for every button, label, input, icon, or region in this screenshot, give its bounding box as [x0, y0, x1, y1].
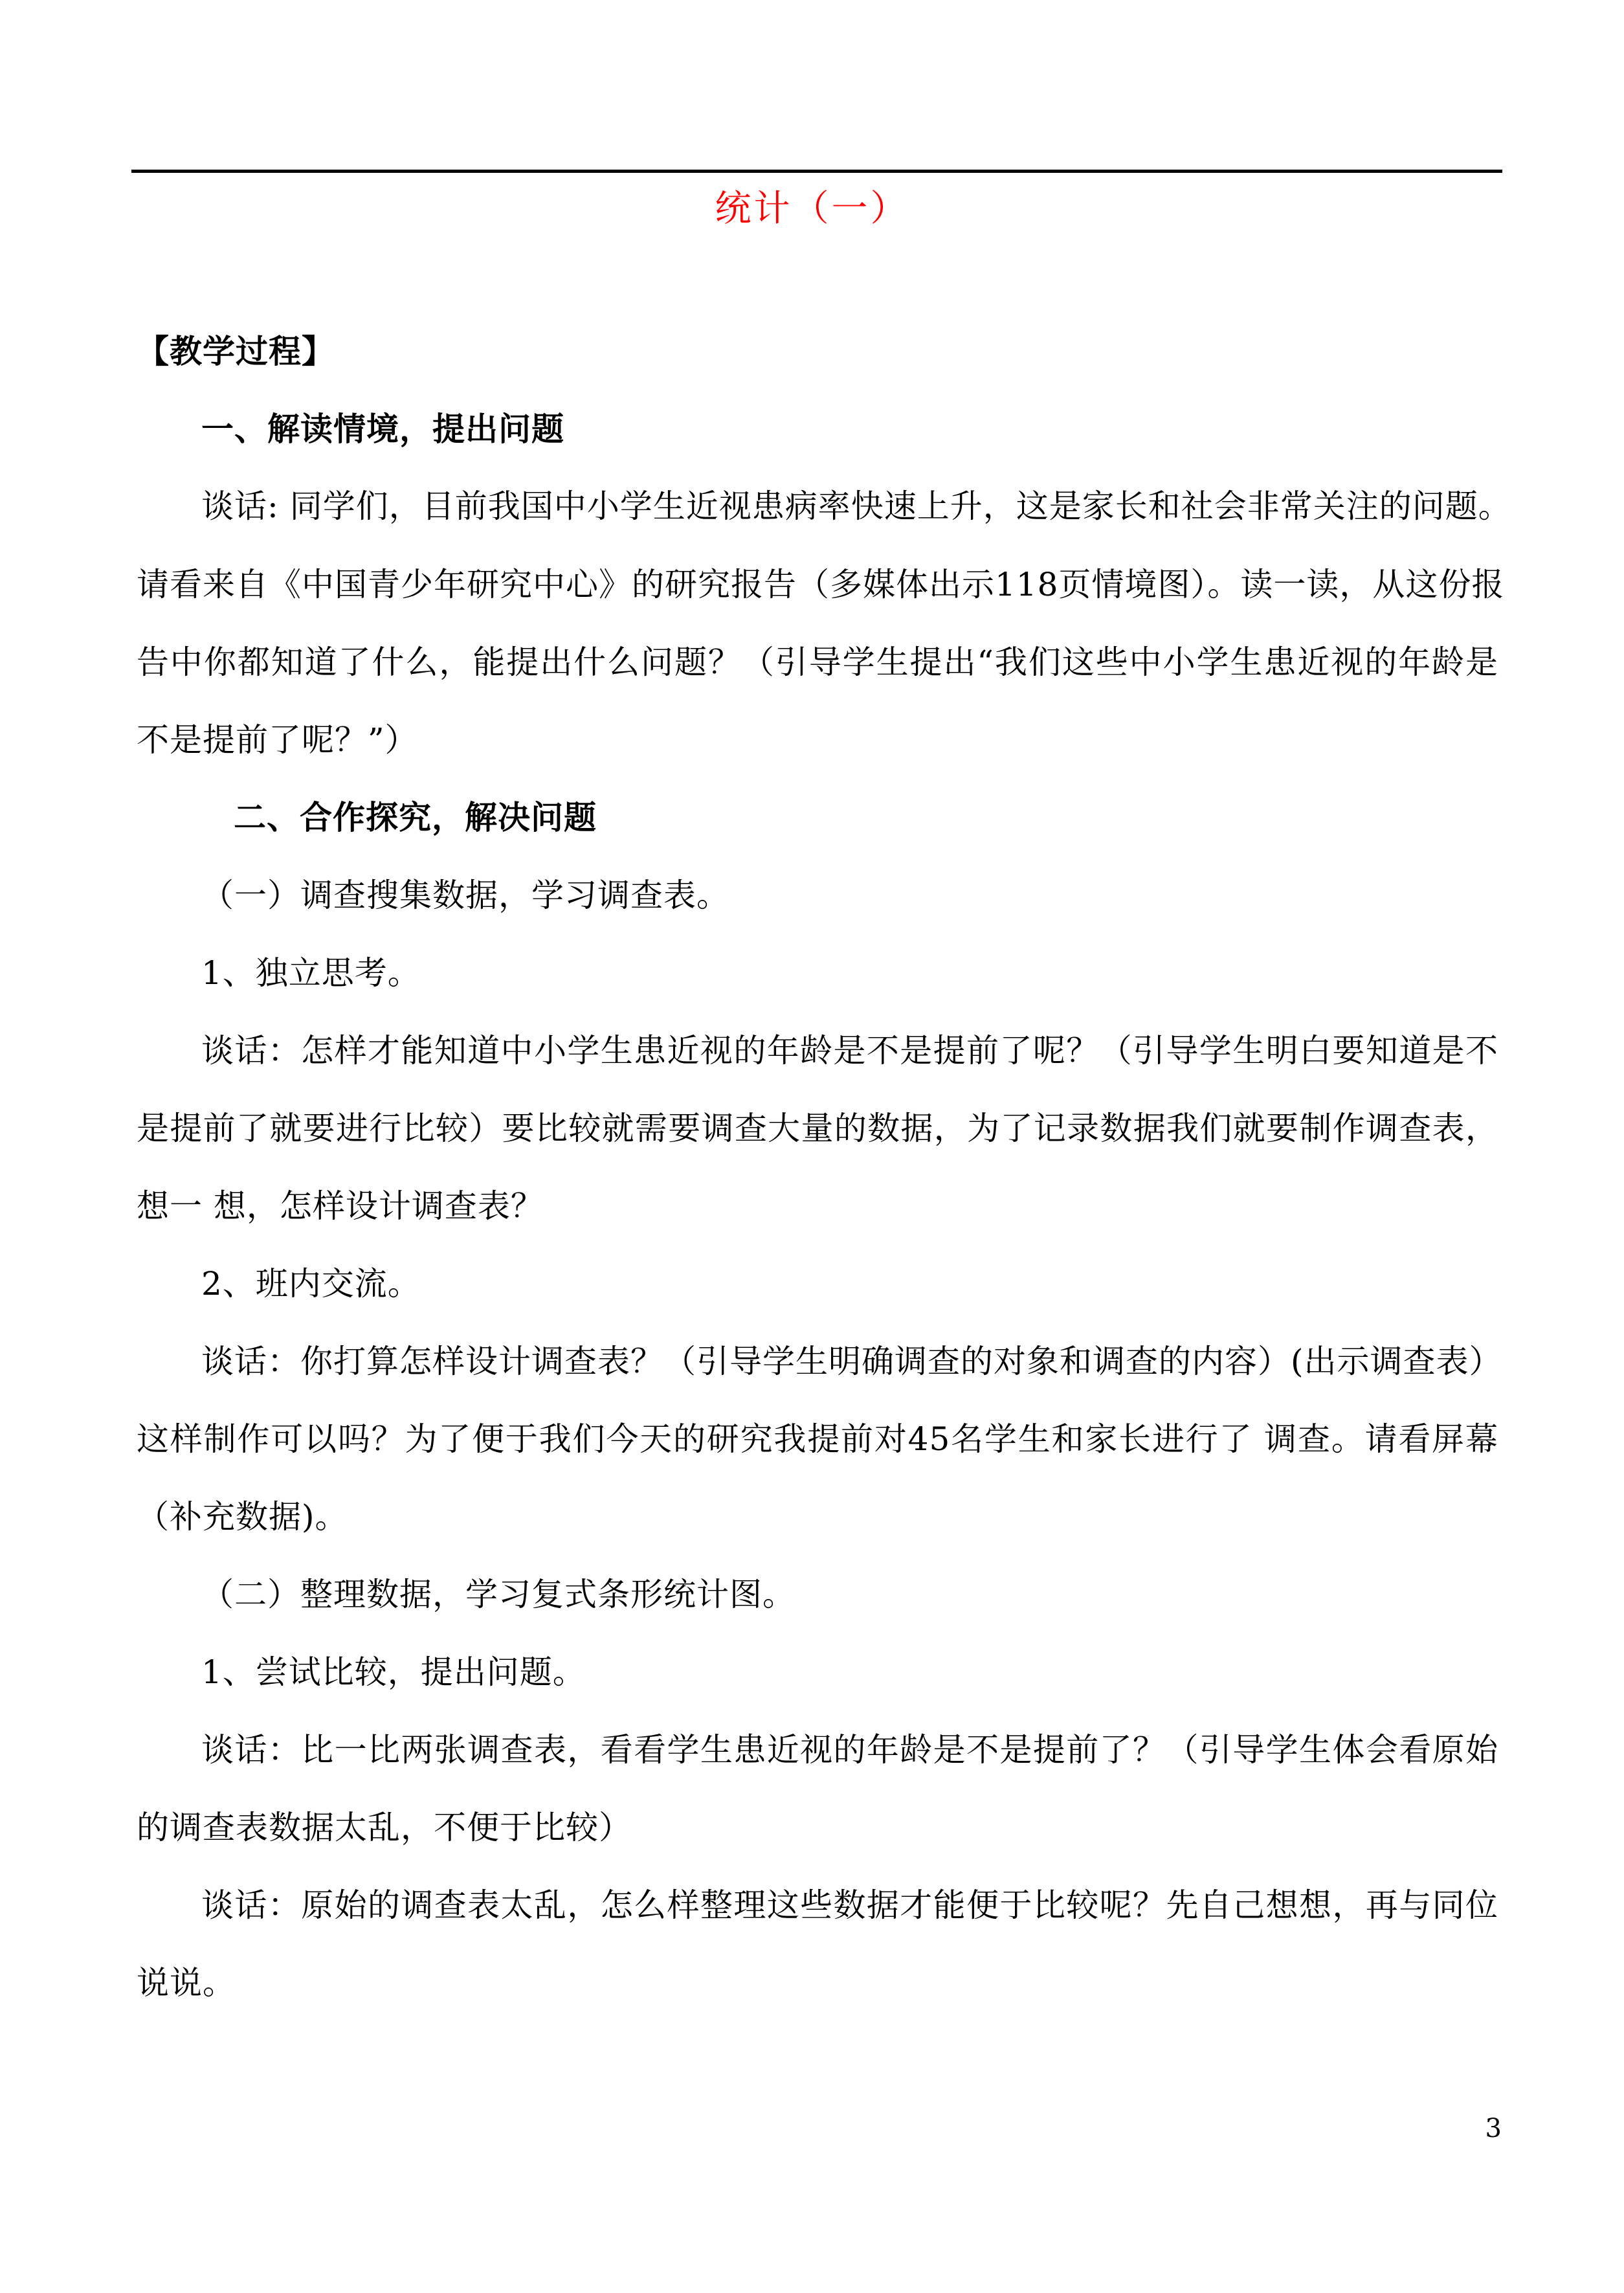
page-number: 3 [1485, 2114, 1502, 2143]
section-header: 【教学过程】 [137, 332, 335, 370]
subheading-2: （二）整理数据，学习复式条形统计图。 [201, 1576, 795, 1613]
paragraph-5-line-1: 谈话：原始的调查表太乱，怎么样整理这些数据才能便于比较呢？先自己想想，再与同位 [201, 1886, 1498, 1924]
paragraph-2-line-2: 是提前了就要进行比较）要比较就需要调查大量的数据，为了记录数据我们就要制作调查表， [137, 1110, 1498, 1147]
paragraph-2-line-3: 想一 想，怎样设计调查表？ [137, 1187, 544, 1225]
step-3: 1、尝试比较，提出问题。 [201, 1653, 586, 1691]
paragraph-4-line-2: 的调查表数据太乱，不便于比较） [137, 1809, 632, 1846]
header-rule [131, 170, 1502, 173]
paragraph-1-line-4: 不是提前了呢？”） [137, 721, 418, 759]
heading-2: 二、合作探究，解决问题 [234, 798, 597, 836]
step-2: 2、班内交流。 [201, 1265, 421, 1303]
step-1: 1、独立思考。 [201, 954, 421, 992]
heading-1: 一、解读情境，提出问题 [201, 410, 564, 448]
paragraph-2-line-1: 谈话：怎样才能知道中小学生患近视的年龄是不是提前了呢？（引导学生明白要知道是不 [201, 1032, 1498, 1069]
subheading-1: （一）调查搜集数据，学习调查表。 [201, 877, 729, 914]
paragraph-3-line-2: 这样制作可以吗？为了便于我们今天的研究我提前对45名学生和家长进行了 调查。请看屏幕 [137, 1420, 1498, 1458]
paragraph-5-line-2: 说说。 [137, 1964, 236, 2002]
page-title: 统计（一） [715, 188, 909, 230]
paragraph-4-line-1: 谈话：比一比两张调查表，看看学生患近视的年龄是不是提前了？（引导学生体会看原始 [201, 1731, 1498, 1769]
paragraph-1-line-1: 谈话: 同学们，目前我国中小学生近视患病率快速上升，这是家长和社会非常关注的问题。 [201, 487, 1511, 525]
paragraph-1-line-3: 告中你都知道了什么，能提出什么问题？（引导学生提出“我们这些中小学生患近视的年龄是 [137, 643, 1498, 681]
paragraph-3-line-1: 谈话：你打算怎样设计调查表？（引导学生明确调查的对象和调查的内容）(出示调查表） [201, 1343, 1502, 1380]
paragraph-1-line-2: 请看来自《中国青少年研究中心》的研究报告（多媒体出示118页情境图）。读一读，从这份报 [137, 566, 1505, 603]
paragraph-3-line-3: （补充数据)。 [137, 1498, 348, 1536]
